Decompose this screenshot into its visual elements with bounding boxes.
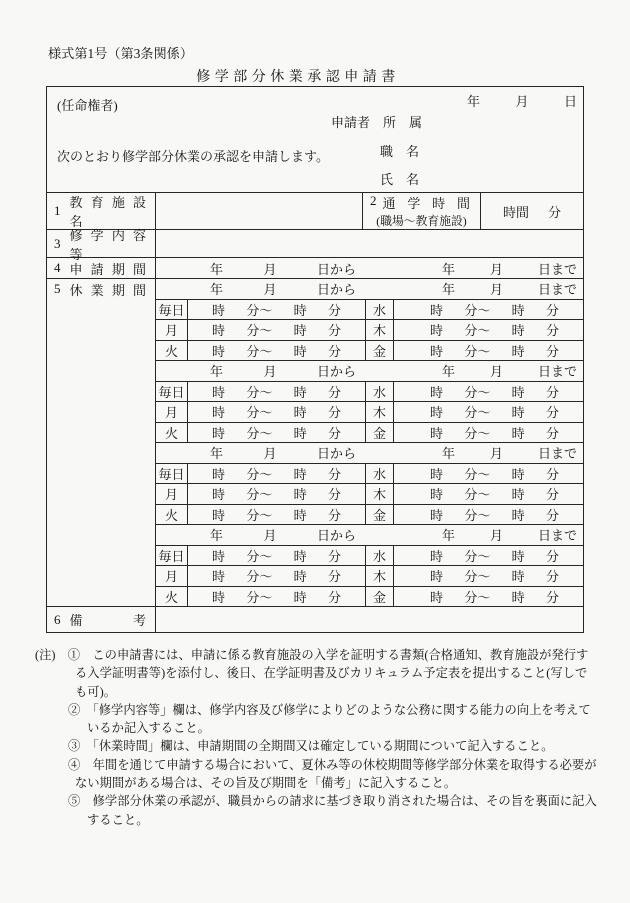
time-range-field — [188, 320, 366, 340]
month-label: 月 — [263, 364, 277, 380]
period-to — [366, 443, 583, 463]
day-label: 毎日 — [156, 546, 188, 566]
row-number: 6 — [54, 611, 61, 627]
row-number: 2 — [370, 193, 377, 208]
minute-from-label: 分～ — [246, 466, 273, 482]
minute-label: 分 — [545, 384, 559, 400]
schedule-row — [156, 546, 583, 567]
year-label: 年 — [442, 528, 456, 544]
year-label: 年 — [210, 528, 224, 544]
day-from-label: 日から — [316, 261, 356, 277]
hour-label: 時 — [293, 569, 307, 585]
day-to-label: 日まで — [537, 261, 577, 277]
day-label: 金 — [366, 341, 394, 361]
year-label: 年 — [210, 261, 224, 277]
time-range-field — [394, 566, 583, 586]
schedule-row — [156, 505, 583, 526]
day-label: 水 — [366, 464, 394, 484]
note-line: (注) ① この申請書には、申請に係る教育施設の入学を証明する書類(合格通知、教育施設が発行す — [35, 648, 589, 662]
time-range-field — [394, 423, 583, 443]
period-from — [156, 525, 366, 545]
hour-label: 時 — [511, 548, 525, 564]
hour-label: 時 — [430, 302, 444, 318]
hour-label: 時 — [212, 425, 226, 441]
day-label: 金 — [366, 505, 394, 525]
minute-label: 分 — [327, 589, 341, 605]
header-box — [47, 87, 583, 193]
time-range-field — [188, 546, 366, 566]
year-label: 年 — [442, 261, 456, 277]
hour-label: 時 — [511, 405, 525, 421]
hour-label: 時 — [293, 343, 307, 359]
hour-label: 時 — [212, 343, 226, 359]
hour-label: 時 — [293, 487, 307, 503]
year-label: 年 — [210, 446, 224, 462]
hour-label: 時 — [430, 425, 444, 441]
hour-label: 時 — [293, 384, 307, 400]
hour-label: 時 — [430, 466, 444, 482]
day-label: 毎日 — [156, 382, 188, 402]
hour-label: 時 — [212, 466, 226, 482]
remarks-row — [47, 607, 583, 632]
time-range-field — [394, 382, 583, 402]
note-line: ⑤ 修学部分休業の承認が、職員からの請求に基づき取り消された場合は、その旨を裏面に記入 — [68, 794, 597, 809]
period-from — [156, 258, 366, 278]
date-field — [467, 91, 577, 110]
period-from — [156, 279, 366, 299]
note-line: る入学証明書等)を添付し、後日、在学証明書及びカリキュラム予定表を提出すること(写しで — [75, 666, 588, 681]
hour-label: 時 — [293, 405, 307, 421]
time-range-field — [188, 341, 366, 361]
month-label: 月 — [489, 364, 503, 380]
study-content-field — [156, 230, 583, 257]
minute-from-label: 分～ — [246, 425, 273, 441]
row-label-text: 備 考 — [69, 613, 146, 628]
day-label: 日 — [563, 94, 577, 109]
addressee-label: (任命権者) — [57, 98, 118, 113]
schedule-row — [156, 300, 583, 321]
hour-label: 時 — [293, 507, 307, 523]
day-label: 月 — [156, 320, 188, 340]
row-number: 4 — [54, 260, 61, 275]
minute-label: 分 — [545, 466, 559, 482]
hour-label: 時 — [212, 384, 226, 400]
minute-from-label: 分～ — [246, 589, 273, 605]
row-label-text: 教 育 施 設 名 — [69, 195, 146, 229]
minute-label: 分 — [327, 323, 341, 339]
month-label: 月 — [489, 446, 503, 462]
minute-label: 分 — [327, 507, 341, 523]
row-number: 5 — [54, 281, 61, 296]
year-label: 年 — [442, 446, 456, 462]
row-label-text: 修 学 内 容 等 — [69, 227, 146, 262]
time-range-field — [394, 300, 583, 320]
hour-label: 時 — [212, 589, 226, 605]
day-from-label: 日から — [316, 446, 356, 462]
time-range-field — [394, 464, 583, 484]
period-row — [156, 525, 583, 546]
year-label: 年 — [210, 282, 224, 298]
day-from-label: 日から — [316, 282, 356, 298]
day-label: 月 — [156, 484, 188, 504]
minute-from-label: 分～ — [464, 589, 491, 605]
hour-label: 時 — [430, 548, 444, 564]
hour-label: 時 — [430, 569, 444, 585]
minute-from-label: 分～ — [464, 323, 491, 339]
hour-label: 時 — [212, 507, 226, 523]
time-range-field — [188, 423, 366, 443]
study-content-row — [47, 227, 583, 262]
year-label: 年 — [442, 282, 456, 298]
remarks-field — [156, 607, 583, 632]
time-range-field — [394, 320, 583, 340]
day-label: 火 — [156, 341, 188, 361]
note-line: も可)。 — [75, 684, 116, 699]
time-range-field — [188, 587, 366, 607]
application-period-label — [47, 258, 156, 278]
form-title: 修 学 部 分 休 業 承 認 申 請 書 — [196, 70, 396, 85]
minute-from-label: 分～ — [246, 405, 273, 421]
minute-label: 分 — [545, 405, 559, 421]
time-range-field — [188, 505, 366, 525]
month-label: 月 — [489, 282, 503, 298]
period-row — [156, 443, 583, 464]
minute-label: 分 — [545, 425, 559, 441]
application-statement: 次のとおり修学部分休業の承認を申請します。 — [57, 149, 329, 164]
schedule-row — [156, 341, 583, 362]
applicant-label: 申請者 — [331, 115, 371, 130]
hour-label: 時 — [511, 323, 525, 339]
minute-from-label: 分～ — [464, 548, 491, 564]
time-range-field — [394, 484, 583, 504]
minute-label: 分 — [545, 569, 559, 585]
row-number: 1 — [54, 203, 61, 218]
minute-label: 分 — [327, 548, 341, 564]
time-range-field — [394, 341, 583, 361]
minute-label: 分 — [327, 487, 341, 503]
period-to — [366, 279, 583, 299]
hour-label: 時 — [511, 589, 525, 605]
minute-label: 分 — [545, 548, 559, 564]
minute-from-label: 分～ — [246, 548, 273, 564]
minute-label: 分 — [545, 323, 559, 339]
hour-label: 時 — [430, 487, 444, 503]
month-label: 月 — [515, 94, 529, 109]
schedule-row — [156, 587, 583, 607]
position-label: 職 名 — [380, 144, 420, 159]
day-label: 毎日 — [156, 464, 188, 484]
day-to-label: 日まで — [537, 282, 577, 298]
hour-label: 時 — [293, 548, 307, 564]
minute-label: 分 — [545, 507, 559, 523]
hour-label: 時 — [430, 384, 444, 400]
minute-label: 分 — [327, 343, 341, 359]
minute-from-label: 分～ — [464, 425, 491, 441]
day-label: 木 — [366, 484, 394, 504]
minute-label: 分 — [327, 425, 341, 441]
time-range-field — [188, 300, 366, 320]
minute-from-label: 分～ — [464, 569, 491, 585]
time-range-field — [394, 587, 583, 607]
schedule-row — [156, 382, 583, 403]
time-range-field — [188, 382, 366, 402]
leave-period-label — [47, 279, 155, 299]
day-label: 火 — [156, 587, 188, 607]
hour-label: 時 — [511, 507, 525, 523]
commute-time-label — [363, 193, 481, 229]
day-label: 水 — [366, 300, 394, 320]
minute-label: 分 — [327, 569, 341, 585]
minute-label: 分 — [545, 589, 559, 605]
minute-from-label: 分～ — [246, 343, 273, 359]
note-line: ない期間がある場合は、その旨及び期間を「備考」に記入すること。 — [75, 776, 457, 791]
month-label: 月 — [489, 261, 503, 277]
hour-label: 時 — [511, 343, 525, 359]
minute-from-label: 分～ — [464, 507, 491, 523]
hour-label: 時 — [430, 589, 444, 605]
minute-from-label: 分～ — [246, 487, 273, 503]
year-label: 年 — [467, 94, 481, 109]
day-label: 月 — [156, 402, 188, 422]
hour-label: 時 — [430, 323, 444, 339]
year-label: 年 — [442, 364, 456, 380]
hour-label: 時 — [212, 569, 226, 585]
form-number: 様式第1号（第3条関係） — [48, 46, 194, 61]
hour-label: 時 — [212, 405, 226, 421]
leave-period-labelcol — [47, 279, 156, 606]
hour-label: 時 — [511, 384, 525, 400]
schedule-row — [156, 566, 583, 587]
application-table — [46, 86, 584, 633]
time-range-field — [188, 464, 366, 484]
period-row — [156, 361, 583, 382]
minute-from-label: 分～ — [464, 343, 491, 359]
hour-label: 時 — [293, 589, 307, 605]
period-to — [366, 525, 583, 545]
minute-from-label: 分～ — [464, 487, 491, 503]
hour-label: 時 — [293, 302, 307, 318]
day-label: 木 — [366, 566, 394, 586]
time-range-field — [394, 546, 583, 566]
minute-from-label: 分～ — [246, 323, 273, 339]
month-label: 月 — [263, 528, 277, 544]
schedule-row — [156, 464, 583, 485]
day-label: 木 — [366, 320, 394, 340]
hour-label: 時 — [212, 323, 226, 339]
note-line: ③ 「休業時間」欄は、申請期間の全期間又は確定している期間について記入すること。 — [68, 739, 554, 754]
period-to — [366, 361, 583, 381]
minute-from-label: 分～ — [464, 405, 491, 421]
minute-from-label: 分～ — [246, 507, 273, 523]
hour-unit-label: 時間 — [503, 204, 530, 220]
time-range-field — [394, 505, 583, 525]
note-line: ④ 年間を通じて申請する場合において、夏休み等の休校期間等修学部分休業を取得する必要が — [68, 757, 597, 772]
study-content-label — [47, 227, 156, 262]
minute-label: 分 — [545, 343, 559, 359]
month-label: 月 — [489, 528, 503, 544]
minute-label: 分 — [327, 384, 341, 400]
hour-label: 時 — [212, 302, 226, 318]
day-label: 月 — [156, 566, 188, 586]
hour-label: 時 — [293, 425, 307, 441]
affiliation-label: 所 属 — [383, 115, 423, 130]
minute-label: 分 — [327, 302, 341, 318]
period-to — [366, 258, 583, 278]
month-label: 月 — [263, 282, 277, 298]
minute-label: 分 — [327, 466, 341, 482]
hour-label: 時 — [293, 323, 307, 339]
row-label-text: 申 請 期 間 — [69, 261, 146, 277]
hour-label: 時 — [511, 425, 525, 441]
day-from-label: 日から — [316, 528, 356, 544]
day-to-label: 日まで — [537, 446, 577, 462]
note-line: ② 「修学内容等」欄は、修学内容及び修学によりどのような公務に関する能力の向上を考えて — [68, 702, 591, 717]
day-label: 金 — [366, 587, 394, 607]
remarks-label — [47, 607, 156, 632]
period-from — [156, 443, 366, 463]
applicant-row — [331, 112, 422, 131]
hour-label: 時 — [430, 405, 444, 421]
schedule-row — [156, 320, 583, 341]
row-label-text: 休 業 期 間 — [69, 282, 146, 298]
commute-label-text: 通 学 時 間 — [382, 196, 470, 211]
day-label: 木 — [366, 402, 394, 422]
leave-schedule-blocks — [156, 279, 583, 606]
day-label: 火 — [156, 505, 188, 525]
commute-sublabel: (職場～教育施設) — [376, 214, 467, 228]
day-from-label: 日から — [316, 364, 356, 380]
row-number: 3 — [54, 235, 61, 251]
hour-label: 時 — [511, 487, 525, 503]
day-label: 毎日 — [156, 300, 188, 320]
hour-label: 時 — [511, 466, 525, 482]
hour-label: 時 — [511, 302, 525, 318]
hour-label: 時 — [212, 548, 226, 564]
name-label: 氏 名 — [380, 172, 420, 187]
day-label: 火 — [156, 423, 188, 443]
hour-label: 時 — [430, 507, 444, 523]
minute-label: 分 — [327, 405, 341, 421]
year-label: 年 — [210, 364, 224, 380]
time-range-field — [188, 484, 366, 504]
notes — [35, 646, 597, 829]
minute-from-label: 分～ — [464, 384, 491, 400]
day-label: 金 — [366, 423, 394, 443]
day-to-label: 日まで — [537, 364, 577, 380]
minute-label: 分 — [545, 487, 559, 503]
minute-from-label: 分～ — [246, 569, 273, 585]
minute-from-label: 分～ — [464, 302, 491, 318]
time-range-field — [188, 402, 366, 422]
day-label: 水 — [366, 382, 394, 402]
minute-unit-label: 分 — [547, 204, 561, 220]
leave-period-section — [47, 279, 583, 607]
commute-time-field — [481, 193, 583, 229]
day-label: 水 — [366, 546, 394, 566]
minute-from-label: 分～ — [464, 466, 491, 482]
time-range-field — [394, 402, 583, 422]
schedule-row — [156, 402, 583, 423]
minute-from-label: 分～ — [246, 302, 273, 318]
time-range-field — [188, 566, 366, 586]
hour-label: 時 — [430, 343, 444, 359]
month-label: 月 — [263, 261, 277, 277]
schedule-row — [156, 423, 583, 444]
hour-label: 時 — [212, 487, 226, 503]
note-line: すること。 — [87, 812, 149, 827]
day-to-label: 日まで — [537, 528, 577, 544]
application-period-field — [156, 258, 583, 278]
hour-label: 時 — [511, 569, 525, 585]
minute-from-label: 分～ — [246, 384, 273, 400]
hour-label: 時 — [293, 466, 307, 482]
facility-name-field — [156, 193, 363, 229]
application-period-row — [47, 258, 583, 279]
period-row — [156, 279, 583, 300]
note-line: いるか記入すること。 — [87, 721, 210, 736]
minute-label: 分 — [545, 302, 559, 318]
schedule-row — [156, 484, 583, 505]
period-from — [156, 361, 366, 381]
month-label: 月 — [263, 446, 277, 462]
